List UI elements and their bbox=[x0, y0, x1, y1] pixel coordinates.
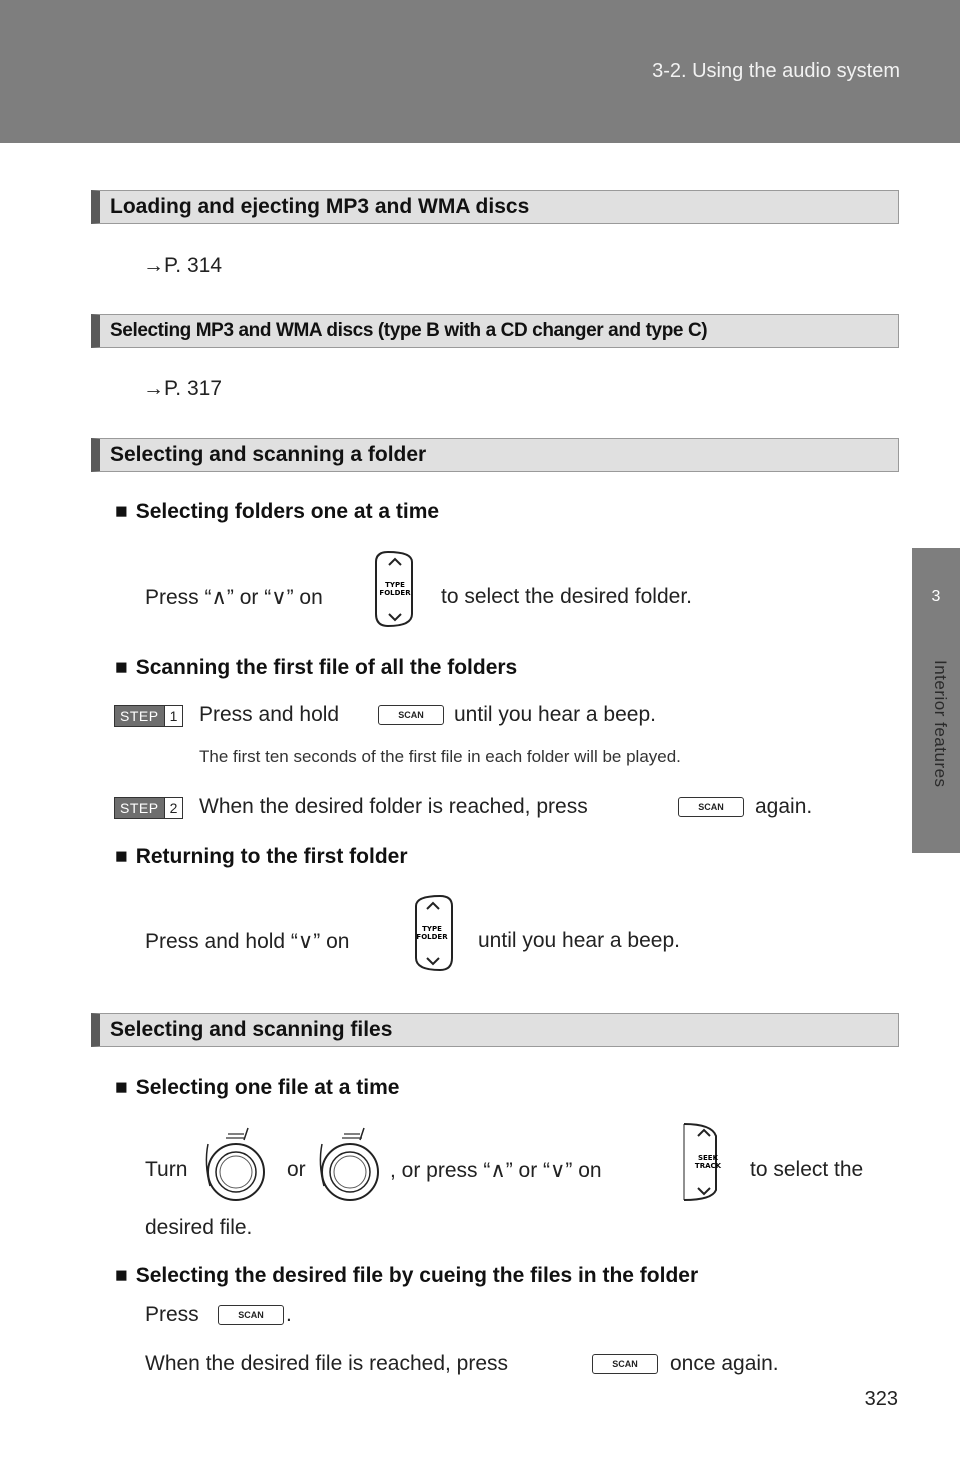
folder-label: FOLDER bbox=[416, 933, 448, 941]
header-section-title: 3-2. Using the audio system bbox=[652, 60, 900, 82]
seek-track-button-icon bbox=[672, 1120, 732, 1204]
instruction-text: Turn bbox=[145, 1158, 188, 1181]
bullet-square: ■ bbox=[115, 1076, 128, 1099]
instruction-text: , or press “∧” or “∨” on bbox=[390, 1159, 602, 1182]
instruction-text: or bbox=[287, 1158, 306, 1181]
type-folder-button-icon bbox=[366, 548, 426, 630]
instruction-text: Press “∧” or “∨” on bbox=[145, 586, 323, 609]
scan-button-icon: SCAN bbox=[218, 1305, 284, 1325]
scan-button-icon: SCAN bbox=[592, 1354, 658, 1374]
section-heading: Selecting and scanning files bbox=[91, 1013, 899, 1047]
bullet-square: ■ bbox=[115, 656, 128, 679]
section-heading: Selecting and scanning a folder bbox=[91, 438, 899, 472]
instruction-text: Press and hold “∨” on bbox=[145, 930, 350, 953]
instruction-text: to select the desired folder. bbox=[441, 585, 692, 608]
step-badge-1: STEP 1 bbox=[114, 705, 183, 727]
instruction-text: to select the bbox=[750, 1158, 864, 1181]
subheading: ■ Returning to the first folder bbox=[115, 845, 408, 868]
bullet-square: ■ bbox=[115, 845, 128, 868]
instruction-text: desired file. bbox=[145, 1216, 253, 1239]
tune-knob-icon bbox=[200, 1124, 272, 1204]
instruction-text: until you hear a beep. bbox=[478, 929, 680, 952]
page-reference: →P. 314 bbox=[143, 254, 223, 277]
type-label: TYPE bbox=[422, 925, 442, 933]
bullet-square: ■ bbox=[115, 500, 128, 523]
track-label: TRACK bbox=[694, 1162, 722, 1170]
subheading: ■ Selecting the desired file by cueing the files in the folder bbox=[115, 1264, 699, 1287]
type-folder-button-icon bbox=[402, 892, 462, 974]
step-badge-2: STEP 2 bbox=[114, 797, 183, 819]
instruction-text: once again. bbox=[670, 1352, 779, 1375]
step-2-text: When the desired folder is reached, press bbox=[199, 795, 588, 818]
step-1-note: The first ten seconds of the first file in each folder will be played. bbox=[199, 747, 681, 766]
section-heading: Selecting MP3 and WMA discs (type B with a CD changer and type C) bbox=[91, 314, 899, 348]
chapter-label: Interior features bbox=[931, 660, 950, 788]
subheading: ■ Selecting folders one at a time bbox=[115, 500, 440, 523]
subheading: ■ Selecting one file at a time bbox=[115, 1076, 400, 1099]
step-1-text: until you hear a beep. bbox=[454, 703, 656, 726]
page-reference: →P. 317 bbox=[143, 377, 223, 400]
instruction-text: When the desired file is reached, press bbox=[145, 1352, 509, 1375]
scan-button-icon: SCAN bbox=[678, 797, 744, 817]
tune-knob-icon bbox=[314, 1124, 386, 1204]
bullet-square: ■ bbox=[115, 1264, 128, 1287]
folder-label: FOLDER bbox=[379, 589, 411, 597]
page-number: 323 bbox=[864, 1388, 898, 1410]
chapter-number: 3 bbox=[931, 588, 941, 605]
instruction-text: . bbox=[286, 1303, 292, 1326]
section-heading: Loading and ejecting MP3 and WMA discs bbox=[91, 190, 899, 224]
step-1-text: Press and hold bbox=[199, 703, 340, 726]
scan-button-icon: SCAN bbox=[378, 705, 444, 725]
subheading: ■ Scanning the first file of all the folders bbox=[115, 656, 518, 679]
seek-label: SEEK bbox=[697, 1154, 719, 1162]
type-label: TYPE bbox=[385, 581, 405, 589]
step-2-text: again. bbox=[755, 795, 813, 818]
instruction-text: Press bbox=[145, 1303, 199, 1326]
